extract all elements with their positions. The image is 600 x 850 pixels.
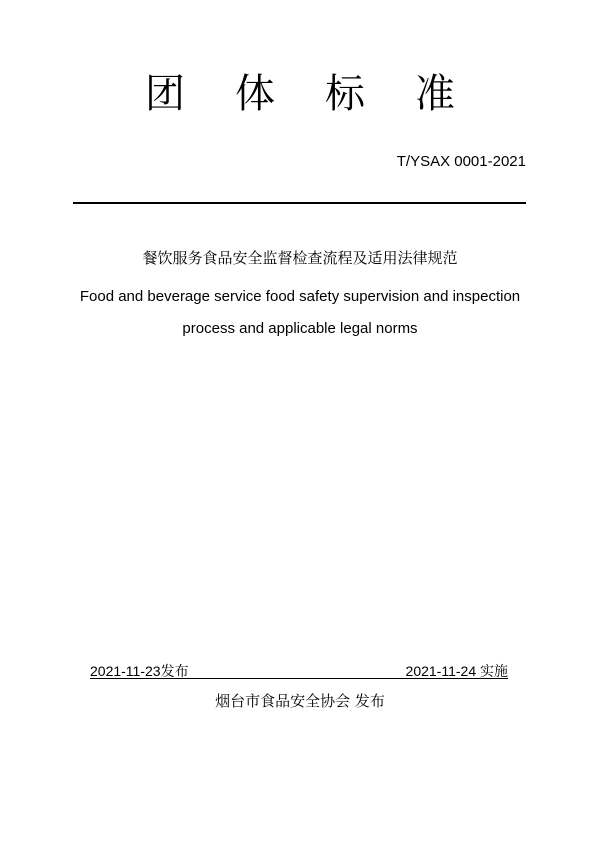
- standard-category-title: [0, 64, 600, 124]
- header-divider: [73, 202, 526, 204]
- title-char-3: 标: [325, 71, 365, 117]
- title-char-1: 团: [145, 71, 185, 117]
- standard-number: T/YSAX 0001-2021: [396, 153, 526, 170]
- document-title-chinese: 餐饮服务食品安全监督检查流程及适用法律规范: [142, 249, 458, 267]
- publish-date: 2021-11-23: [90, 663, 161, 679]
- publish-date-block: [90, 660, 189, 683]
- footer-divider: [90, 678, 508, 679]
- implement-label: 实施: [480, 664, 508, 680]
- document-title-english-line-2: process and applicable legal norms: [182, 320, 418, 337]
- implement-date: 2021-11-24: [405, 663, 477, 679]
- title-char-2: 体: [235, 71, 275, 117]
- document-title-english: [0, 281, 600, 345]
- publisher: 烟台市食品安全协会 发布: [215, 692, 385, 710]
- document-title-english-line-1: Food and beverage service food safety supervision and inspection: [79, 288, 521, 305]
- title-char-4: 准: [415, 71, 455, 117]
- publish-label: 发布: [160, 664, 189, 680]
- implement-date-block: [406, 660, 508, 683]
